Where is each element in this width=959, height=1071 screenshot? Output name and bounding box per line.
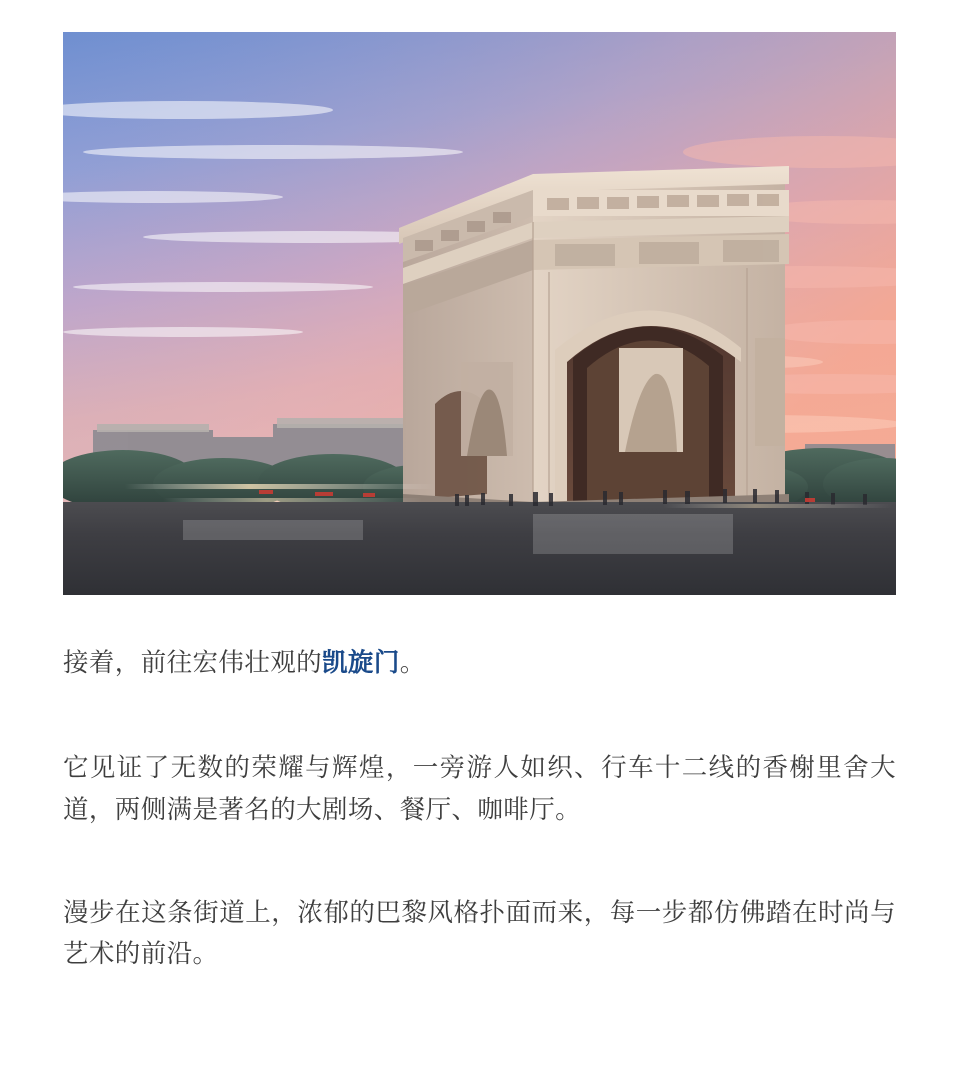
paragraph-body-2: 漫步在这条街道上，浓郁的巴黎风格扑面而来，每一步都仿佛踏在时尚与艺术的前沿。 [63, 898, 896, 969]
lead-prefix-text: 接着，前往宏伟壮观的 [63, 649, 323, 677]
arc-de-triomphe-illustration [63, 32, 896, 595]
paragraph-body-1: 它见证了无数的荣耀与辉煌，一旁游人如织、行车十二线的香榭里舍大道，两侧满是著名的大剧场、餐厅、咖啡厅。 [63, 754, 896, 824]
landmark-highlight: 凯旋门 [322, 649, 400, 677]
hero-image [63, 32, 896, 595]
lead-suffix-text: 。 [399, 649, 426, 677]
paragraph-lead [63, 643, 896, 684]
